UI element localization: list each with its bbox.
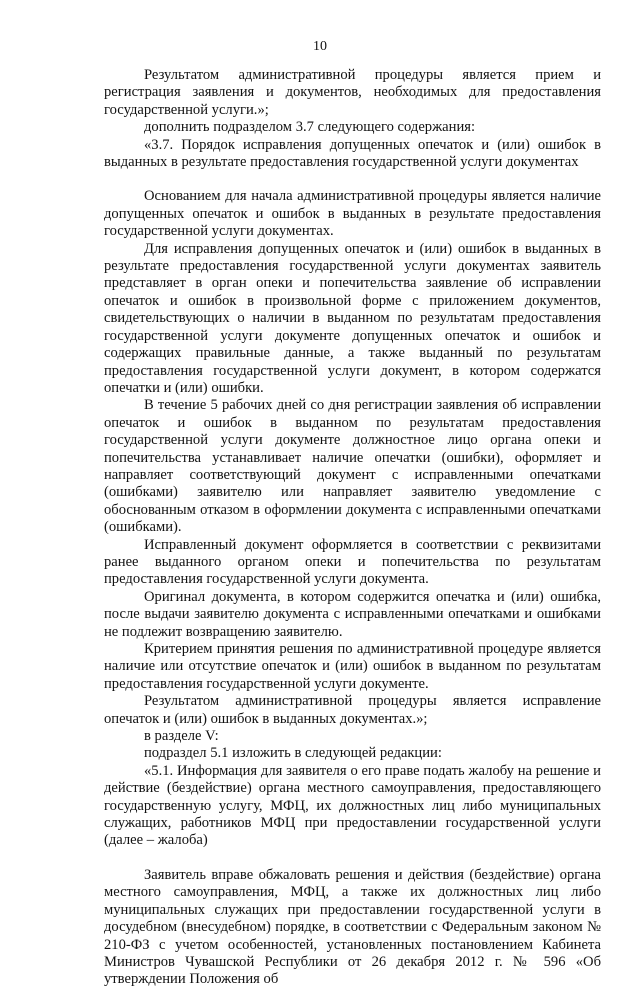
- paragraph-criterion: Критерием принятия решения по административной процедуре является наличие или отсутствие опечаток и (или) ошибок в выданном по результатам предоставления государственной услуги документе.: [104, 641, 601, 692]
- page-number: 10: [313, 39, 327, 54]
- paragraph-original-document: Оригинал документа, в котором содержится опечатка и (или) ошибка, после выдачи заявителю документа с исправленными опечатками и ошибками не подлежит возвращению заявителю.: [104, 588, 601, 640]
- paragraph-result-correction: Результатом административной процедуры является исправление опечаток и (или) ошибок в выданных документах.»;: [104, 693, 601, 727]
- paragraph-five-days: В течение 5 рабочих дней со дня регистрации заявления об исправлении опечаток и ошибок в выданном по результатам предоставления государственной услуги документе должностное лицо органа опеки и попечительства устанавливает наличие опечатки (ошибки), оформляет и направляет соответствующий документ с исправленными опечатками (ошибками) заявителю или направляет заявителю уведомление с обоснованным отказом в оформлении документа с исправленными опечатками (ошибками).: [104, 397, 601, 536]
- document-body: [104, 67, 601, 989]
- paragraph-basis: Основанием для начала административной процедуры является наличие допущенных опечаток и ошибок в выданных в результате предоставления государственной услуги документах.: [104, 188, 601, 240]
- paragraph-result-registration: Результатом административной процедуры является прием и регистрация заявления и документов, необходимых для предоставления государственной услуги.»;: [104, 67, 601, 118]
- paragraph-appeal-right: Заявитель вправе обжаловать решения и действия (бездействие) органа местного самоуправления, МФЦ, а также их должностных лиц либо муниципальных служащих при предоставлении государственной услуги в досудебном (внесудебном) порядке, в соответствии с Федеральным законом № 210-ФЗ с учетом особенностей, установленных постановлением Кабинета Министров Чувашской Республики от 26 декабря 2012 г. № 596 «Об утверждении Положения об: [104, 866, 601, 988]
- paragraph-section-v: в разделе V:: [144, 728, 219, 745]
- paragraph-corrected-document: Исправленный документ оформляется в соответствии с реквизитами ранее выданного органом опеки и попечительства по результатам предоставления государственной услуги документа.: [104, 536, 601, 588]
- paragraph-add-subsection: дополнить подразделом 3.7 следующего содержания:: [144, 119, 476, 136]
- paragraph-correction-request: Для исправления допущенных опечаток и (или) ошибок в выданных в результате предоставления государственной услуги документах заявитель представляет в орган опеки и попечительства заявление об исправлении опечаток и ошибок в произвольной форме с приложением документов, свидетельствующих о наличии в выданном по результатам предоставления государственной услуги документе допущенных опечаток и ошибок и содержащих правильные данные, а также выданный по результатам предоставления государственной услуги документ, в котором содержатся опечатки и (или) ошибки.: [104, 240, 601, 396]
- section-heading-3-7: «3.7. Порядок исправления допущенных опечаток и (или) ошибок в выданных в результате предоставления государственной услуги документах: [104, 136, 601, 171]
- paragraph-subsection-5-1: подраздел 5.1 изложить в следующей редакции:: [144, 745, 442, 762]
- section-heading-5-1: «5.1. Информация для заявителя о его праве подать жалобу на решение и действие (бездействие) органа местного самоуправления, предоставляющего государственную услугу, МФЦ, их должностных лиц либо муниципальных служащих, работников МФЦ при предоставлении государственной услуги (далее – жалоба): [104, 762, 601, 849]
